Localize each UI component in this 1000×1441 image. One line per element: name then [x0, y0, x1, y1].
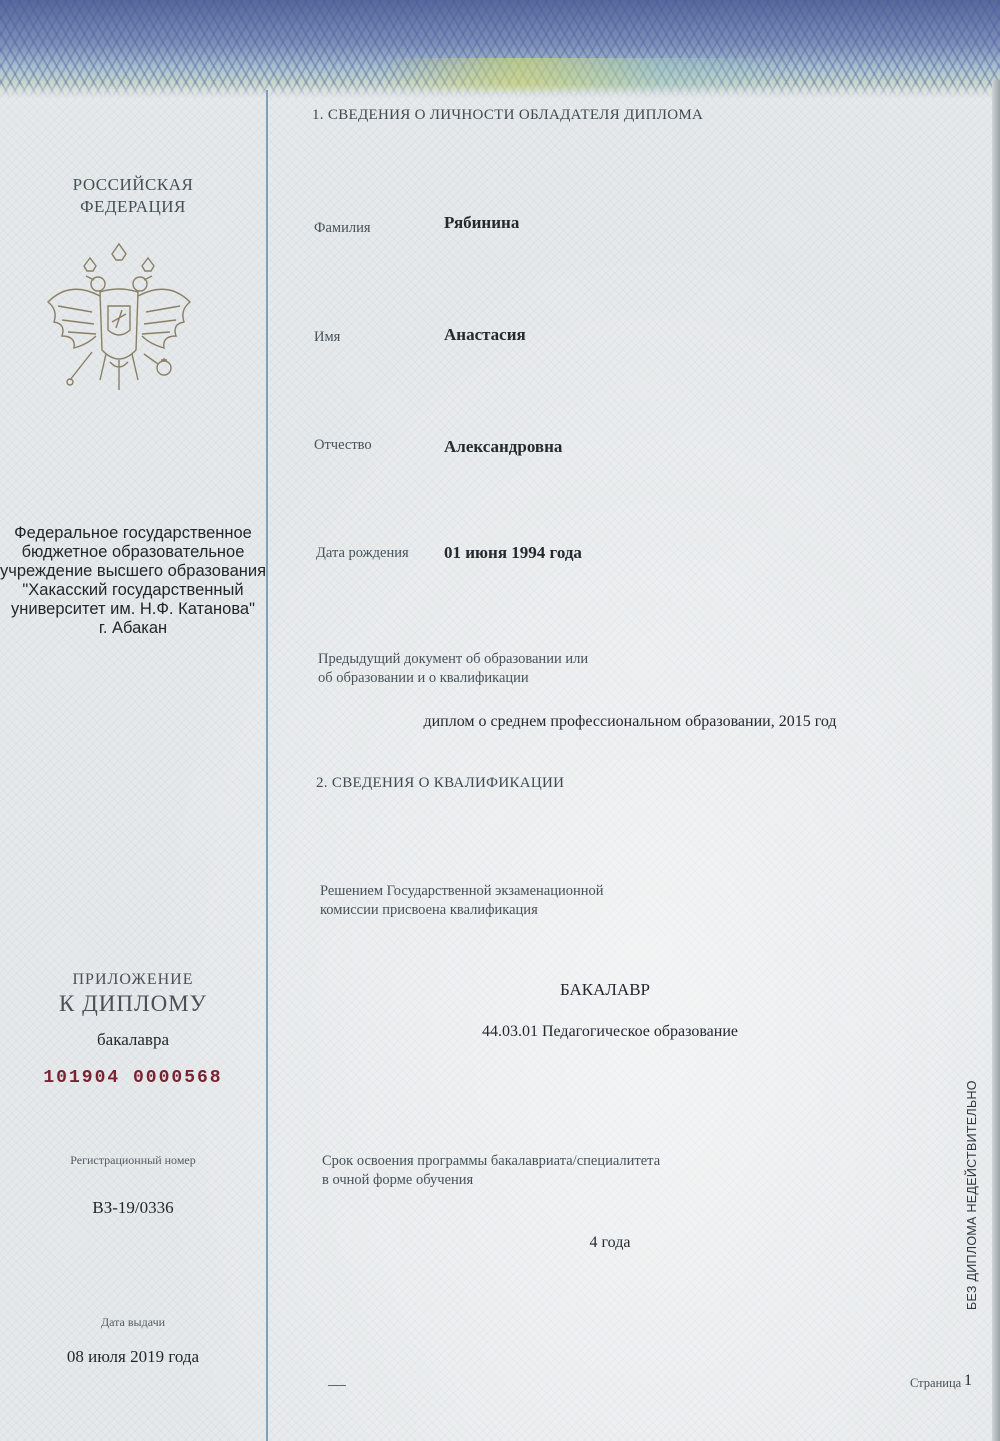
qualification-decision-label [320, 882, 604, 920]
footer-dash [328, 1385, 346, 1386]
degree-type: бакалавра [97, 1030, 169, 1049]
page-number: 1 [964, 1372, 972, 1389]
university-line: "Хакасский государственный [22, 581, 244, 599]
previous-document-label-line-2: об образовании и о квалификации [318, 670, 529, 686]
supplement-title-line-2: К ДИПЛОМУ [59, 991, 207, 1016]
name-label: Имя [314, 329, 341, 345]
country-line-1: РОССИЙСКАЯ [72, 175, 194, 194]
surname-value: Рябинина [444, 213, 520, 232]
decision-line-1: Решением Государственной экзаменационной [320, 883, 604, 899]
section-2-title: 2. СВЕДЕНИЯ О КВАЛИФИКАЦИИ [316, 775, 565, 791]
duration-label-line-1: Срок освоения программы бакалавриата/специалитета [322, 1153, 661, 1169]
page-label: Страница [910, 1376, 962, 1390]
study-duration-label [322, 1152, 660, 1190]
university-line: учреждение высшего образования [0, 562, 267, 580]
country-name [0, 174, 266, 218]
duration-label-line-2: в очной форме обучения [322, 1172, 474, 1188]
qualification-title: БАКАЛАВР [559, 980, 651, 999]
decorative-guilloche-band [0, 0, 1000, 98]
section-1-title: 1. СВЕДЕНИЯ О ЛИЧНОСТИ ОБЛАДАТЕЛЯ ДИПЛОМА [312, 107, 704, 123]
validity-notice: БЕЗ ДИПЛОМА НЕДЕЙСТВИТЕЛЬНО [965, 1080, 979, 1310]
university-name [0, 524, 278, 638]
university-line: г. Абакан [98, 619, 168, 637]
serial-number: 101904 0000568 [43, 1068, 223, 1088]
coat-of-arms-icon [40, 240, 198, 400]
program-name: 44.03.01 Педагогическое образование [481, 1023, 739, 1040]
birth-date-label: Дата рождения [316, 545, 409, 561]
registration-value: ВЗ-19/0336 [92, 1198, 174, 1217]
supplement-title-line-1: ПРИЛОЖЕНИЕ [72, 971, 194, 988]
university-line: бюджетное образовательное [21, 543, 245, 561]
column-divider [266, 90, 268, 1441]
page-edge [992, 80, 1000, 1441]
patronymic-value: Александровна [444, 437, 563, 456]
issue-date-value: 08 июля 2019 года [66, 1347, 200, 1366]
birth-date-value: 01 июня 1994 года [444, 543, 582, 562]
name-value: Анастасия [444, 325, 526, 344]
registration-label: Регистрационный номер [70, 1153, 196, 1167]
university-line: университет им. Н.Ф. Катанова" [11, 600, 255, 618]
patronymic-label: Отчество [314, 437, 372, 453]
band-fade [0, 84, 1000, 98]
issue-date-label: Дата выдачи [100, 1315, 166, 1329]
study-duration-value: 4 года [589, 1234, 631, 1251]
decision-line-2: комиссии присвоена квалификация [320, 902, 538, 918]
university-line: Федеральное государственное [14, 524, 252, 542]
supplement-title [0, 970, 266, 1018]
surname-label: Фамилия [314, 220, 371, 236]
previous-document-label-line-1: Предыдущий документ об образовании или [318, 651, 589, 667]
previous-document-label [318, 650, 588, 688]
country-line-2: ФЕДЕРАЦИЯ [80, 197, 186, 216]
previous-document-value: диплом о среднем профессиональном образовании, 2015 год [423, 713, 837, 730]
